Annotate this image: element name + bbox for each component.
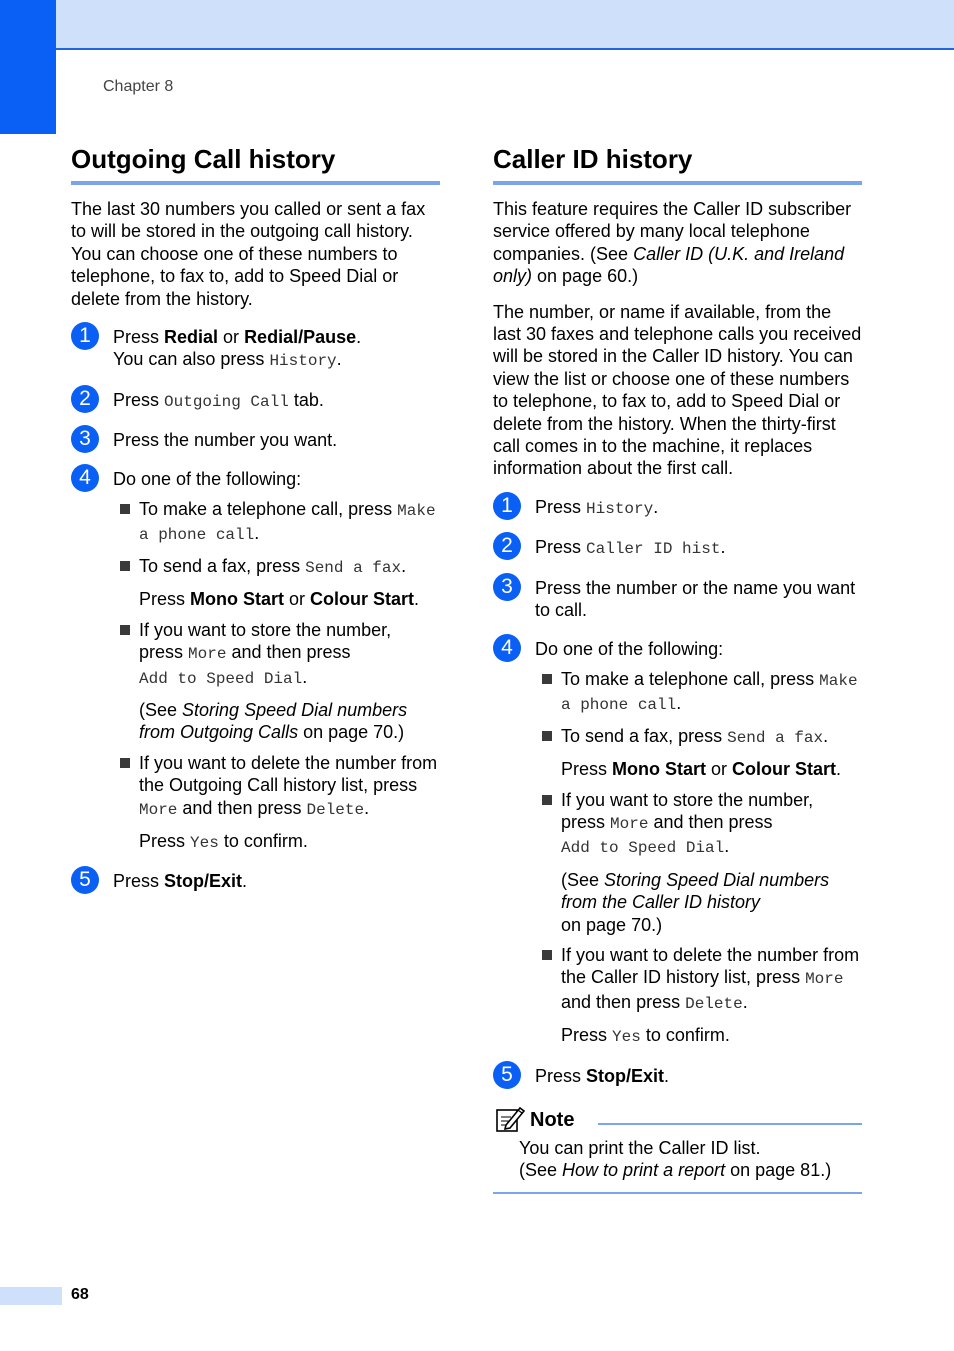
page-number: 68 xyxy=(71,1286,89,1303)
step-number-5: 5 xyxy=(493,1061,521,1089)
list-item: If you want to store the number, press More and then press Add to Speed Dial. (See Storing Speed Dial numbers from the Caller ID history on page 70.) xyxy=(561,789,862,936)
bullet-icon xyxy=(542,674,552,684)
outgoing-call-tab-label: Outgoing Call xyxy=(164,392,289,411)
bullet-icon xyxy=(542,731,552,741)
note-title: Note xyxy=(530,1109,575,1131)
step-4: 4 Do one of the following: To make a telephone call, press Make a phone call. To send a fax, press Send a fax. Press Mono Start or Colour Start. If you want to store the number, press More and then press Add to Speed Dial. (See Storing Speed Dial numbers from the Caller ID history on page 70.) If you want to delete the number from the Caller ID history list, press More and then press Delete. Press Yes to confirm. xyxy=(493,638,862,1049)
redial-pause-key: Redial/Pause xyxy=(244,327,357,348)
sub-paragraph: Press Mono Start or Colour Start. xyxy=(561,759,842,780)
section-title: Caller ID history xyxy=(493,144,862,185)
list-item: To send a fax, press Send a fax. Press Mono Start or Colour Start. xyxy=(561,725,862,781)
options-list xyxy=(535,668,862,1049)
bullet-icon xyxy=(120,561,130,571)
step-number-2: 2 xyxy=(71,385,99,413)
stop-exit-key: Stop/Exit xyxy=(164,871,243,892)
step-number-1: 1 xyxy=(71,322,99,350)
step-2: 2 Press Caller ID hist. xyxy=(493,536,862,560)
step-number-5: 5 xyxy=(71,866,99,894)
page-number-tab xyxy=(0,1287,62,1305)
note-pencil-icon xyxy=(495,1105,525,1133)
cross-reference: (See Storing Speed Dial numbers from Outgoing Calls on page 70.) xyxy=(139,699,408,743)
intro-paragraph: This feature requires the Caller ID subscriber service offered by many local telephone companies. (See Caller ID (U.K. and Ireland only) on page 60.) xyxy=(493,199,852,287)
options-list xyxy=(113,498,440,854)
list-item: To make a telephone call, press Make a phone call. xyxy=(139,498,440,547)
stop-exit-key: Stop/Exit xyxy=(586,1065,665,1086)
bullet-icon xyxy=(120,504,130,514)
history-button-label: History xyxy=(269,352,337,371)
section-title: Outgoing Call history xyxy=(71,144,440,185)
outgoing-call-history-section xyxy=(71,144,440,893)
redial-key: Redial xyxy=(164,327,219,348)
sub-paragraph: Press Yes to confirm. xyxy=(561,1025,730,1047)
caller-id-hist-label: Caller ID hist xyxy=(586,540,721,559)
list-item: To make a telephone call, press Make a phone call. xyxy=(561,668,862,717)
cross-reference: Caller ID (U.K. and Ireland only) xyxy=(493,243,845,287)
step-2: 2 Press Outgoing Call tab. xyxy=(71,389,440,413)
note-header xyxy=(493,1105,862,1135)
step-3: 3 Press the number you want. xyxy=(71,429,440,451)
step-number-4: 4 xyxy=(71,464,99,492)
step-number-3: 3 xyxy=(71,425,99,453)
sub-paragraph: Press Mono Start or Colour Start. xyxy=(139,589,420,610)
description-paragraph: The number, or name if available, from the last 30 faxes and telephone calls you received will be stored in the Caller ID history. You can view the list or choose one of these numbers to telephone, to fax to, add to Speed Dial or delete from the history. When the thirty-first call comes in to the machine, it replaces information about the first call. xyxy=(493,301,862,479)
list-item: If you want to store the number, press More and then press Add to Speed Dial. (See Storing Speed Dial numbers from Outgoing Calls on page 70.) xyxy=(139,619,440,744)
list-item: To send a fax, press Send a fax. Press Mono Start or Colour Start. xyxy=(139,555,440,611)
bullet-icon xyxy=(542,950,552,960)
list-item: If you want to delete the number from the Outgoing Call history list, press More and then press Delete. Press Yes to confirm. xyxy=(139,752,440,855)
note-box xyxy=(493,1105,862,1194)
caller-id-history-section xyxy=(493,144,862,1194)
step-1: 1 Press Redial or Redial/Pause. You can also press History. xyxy=(71,326,440,373)
cross-reference: How to print a report xyxy=(562,1160,726,1181)
step-5: 5 Press Stop/Exit. xyxy=(71,870,440,892)
bullet-icon xyxy=(120,625,130,635)
step-number-3: 3 xyxy=(493,573,521,601)
bullet-icon xyxy=(542,795,552,805)
intro-paragraph: The last 30 numbers you called or sent a fax to will be stored in the outgoing call history. You can choose one of these numbers to telephone, to fax to, add to Speed Dial or delete from the history. xyxy=(71,199,426,309)
step-number-4: 4 xyxy=(493,634,521,662)
chapter-label: Chapter 8 xyxy=(103,78,174,95)
step-number-1: 1 xyxy=(493,492,521,520)
note-rule xyxy=(598,1123,862,1125)
step-5: 5 Press Stop/Exit. xyxy=(493,1065,862,1087)
header-band xyxy=(56,0,954,50)
cross-reference: (See Storing Speed Dial numbers from the Caller ID history on page 70.) xyxy=(561,869,830,935)
history-button-label: History xyxy=(586,499,654,518)
chapter-tab-marker xyxy=(0,0,56,134)
bullet-icon xyxy=(120,758,130,768)
step-1: 1 Press History. xyxy=(493,496,862,520)
sub-paragraph: Press Yes to confirm. xyxy=(139,830,308,852)
list-item: If you want to delete the number from the Caller ID history list, press More and then press Delete. Press Yes to confirm. xyxy=(561,944,862,1049)
step-3: 3 Press the number or the name you want to call. xyxy=(493,577,862,622)
step-number-2: 2 xyxy=(493,532,521,560)
step-4: 4 Do one of the following: To make a telephone call, press Make a phone call. To send a fax, press Send a fax. Press Mono Start or Colour Start. If you want to store the number, press More and then press Add to Speed Dial. (See Storing Speed Dial numbers from Outgoing Calls on page 70.) If you want to delete the number from the Outgoing Call history list, press More and then press Delete. Press Yes to confirm. xyxy=(71,468,440,855)
note-body: You can print the Caller ID list. (See How to print a report on page 81.) xyxy=(519,1138,832,1181)
